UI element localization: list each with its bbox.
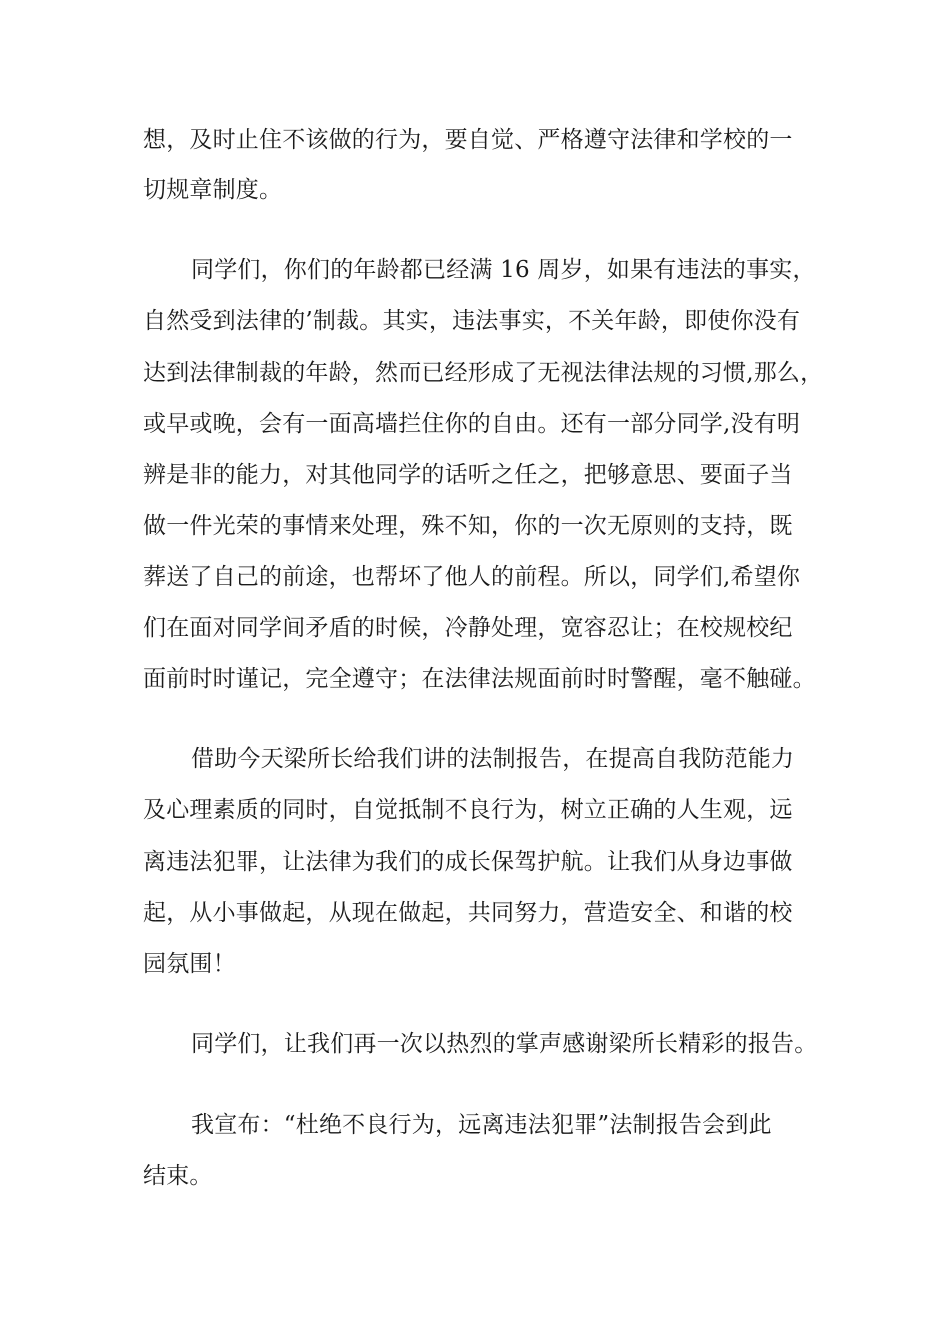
paragraph-3-line-2: 及心理素质的同时，自觉抵制不良行为，树立正确的人生观，远 (143, 797, 793, 823)
paragraph-2-line-4: 或早或晚，会有一面高墙拦住你的自由。还有一部分同学,没有明 (143, 411, 801, 437)
paragraph-2-line-5: 辨是非的能力，对其他同学的话听之任之，把够意思、要面子当 (143, 462, 793, 488)
paragraph-1-line-1: 想，及时止住不该做的行为，要自觉、严格遵守法律和学校的一 (143, 127, 793, 153)
paragraph-3-line-1: 借助今天梁所长给我们讲的法制报告，在提高自我防范能力 (191, 746, 795, 772)
paragraph-2-line-6: 做一件光荣的事情来处理，殊不知，你的一次无原则的支持，既 (143, 513, 793, 539)
paragraph-4-line-1: 同学们，让我们再一次以热烈的掌声感谢梁所长精彩的报告。 (191, 1031, 818, 1057)
paragraph-5-line-2: 结束。 (143, 1163, 213, 1189)
paragraph-2-line-7: 葬送了自己的前途，也帮坏了他人的前程。所以，同学们,希望你 (143, 564, 801, 590)
paragraph-3-line-4: 起，从小事做起，从现在做起，共同努力，营造安全、和谐的校 (143, 900, 793, 926)
paragraph-2-line-9: 面前时时谨记，完全遵守；在法律法规面前时时警醒，毫不触碰。 (143, 666, 816, 692)
paragraph-2-line-3: 达到法律制裁的年龄，然而已经形成了无视法律法规的习惯,那么， (143, 360, 824, 386)
paragraph-2-line-2: 自然受到法律的’制裁。其实，违法事实，不关年龄，即使你没有 (143, 308, 801, 334)
paragraph-2-line-8: 们在面对同学间矛盾的时候，冷静处理，宽容忍让；在校规校纪 (143, 615, 793, 641)
paragraph-2-line-1: 同学们，你们的年龄都已经满 16 周岁，如果有违法的事实， (191, 257, 816, 283)
paragraph-3-line-5: 园氛围！ (143, 951, 236, 977)
paragraph-5-line-1: 我宣布：“杜绝不良行为，远离违法犯罪”法制报告会到此 (191, 1112, 772, 1138)
paragraph-3-line-3: 离违法犯罪，让法律为我们的成长保驾护航。让我们从身边事做 (143, 849, 793, 875)
paragraph-1-line-2: 切规章制度。 (143, 177, 283, 203)
